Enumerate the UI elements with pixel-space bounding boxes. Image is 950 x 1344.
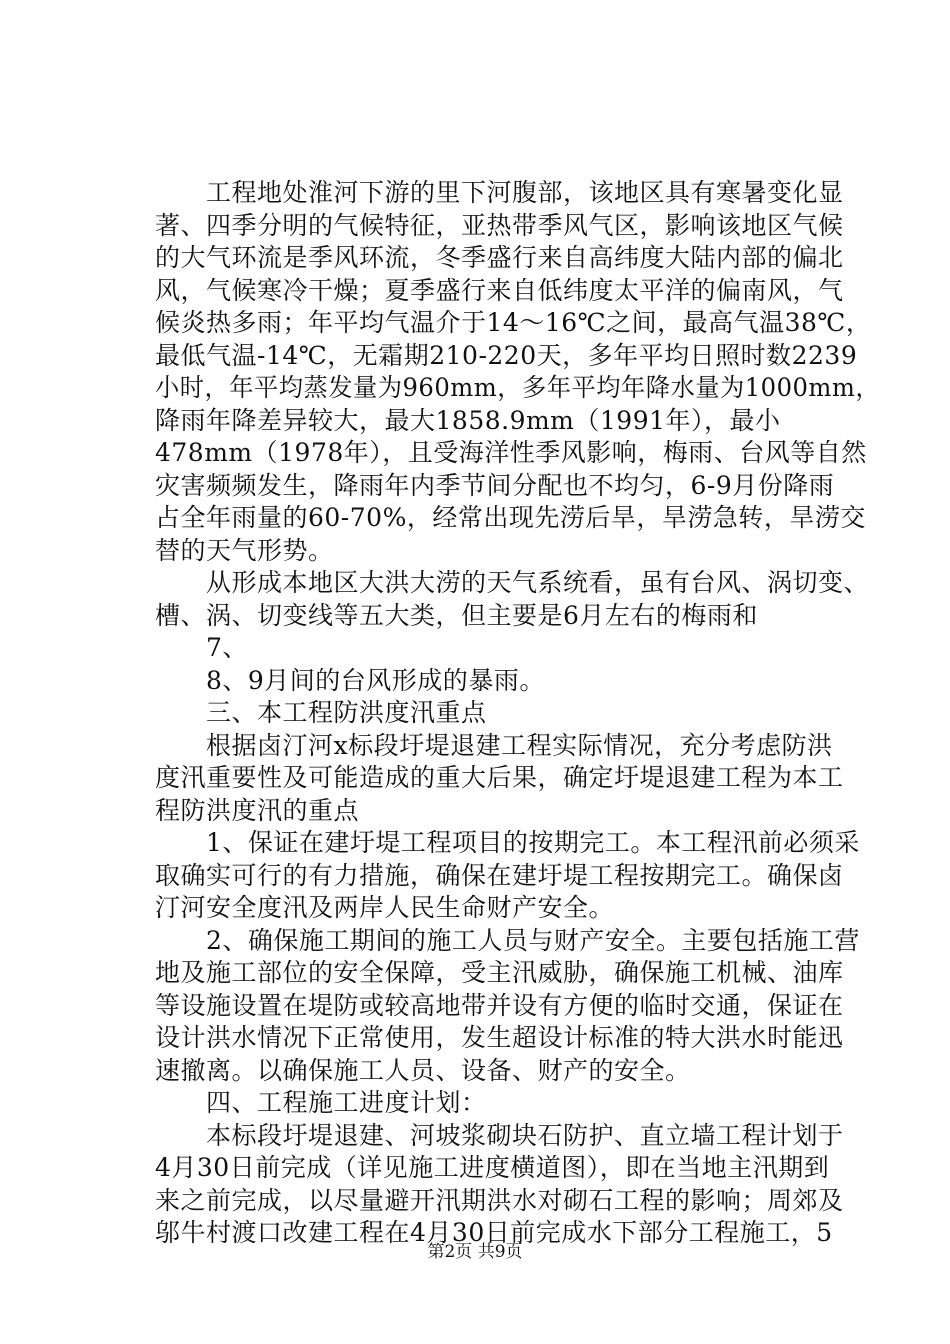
text-line: 等设施设置在堤防或较高地带并设有方便的临时交通，保证在	[155, 990, 844, 1020]
text-line: 灾害频频发生，降雨年内季节间分配也不均匀，6-9月份降雨	[155, 470, 835, 500]
text-line: 本标段圩堤退建、河坡浆砌块石防护、直立墙工程计划于	[155, 1120, 844, 1150]
text-line: 四、工程施工进度计划：	[155, 1088, 487, 1117]
text-line: 根据卤汀河x标段圩堤退建工程实际情况，充分考虑防洪	[155, 730, 833, 760]
text-line: 候炎热多雨；年平均气温介于14～16℃之间，最高气温38℃，	[155, 308, 872, 337]
text-line: 478mm（1978年），且受海洋性季风影响，梅雨、台风等自然	[155, 438, 867, 467]
text-line: 从形成本地区大洪大涝的天气系统看，虽有台风、涡切变、	[155, 568, 870, 597]
text-line: 最低气温-14℃，无霜期210-220天，多年平均日照时数2239	[155, 340, 858, 370]
text-line: 地及施工部位的安全保障，受主汛威胁，确保施工机械、油库	[155, 958, 844, 987]
text-line: 邬牛村渡口改建工程在4月30日前完成水下部分工程施工，5	[155, 1218, 833, 1247]
text-line: 占全年雨量的60-70%，经常出现先涝后旱，旱涝急转，旱涝交	[155, 503, 866, 532]
text-line: 的大气环流是季风环流，冬季盛行来自高纬度大陆内部的偏北	[155, 243, 844, 272]
text-line: 降雨年降差异较大，最大1858.9mm（1991年），最小	[155, 405, 781, 435]
text-line: 汀河安全度汛及两岸人民生命财产安全。	[155, 893, 615, 922]
text-line: 1、保证在建圩堤工程项目的按期完工。本工程汛前必须采	[155, 828, 860, 857]
text-line: 替的天气形势。	[155, 535, 334, 565]
text-line: 度汛重要性及可能造成的重大后果，确定圩堤退建工程为本工	[155, 763, 844, 792]
text-line: 取确实可行的有力措施，确保在建圩堤工程按期完工。确保卤	[155, 860, 844, 890]
text-line: 8、9月间的台风形成的暴雨。	[155, 665, 545, 695]
text-line: 著、四季分明的气候特征，亚热带季风气区，影响该地区气候	[155, 210, 844, 240]
text-line: 程防洪度汛的重点	[155, 795, 360, 825]
text-line: 7、	[155, 633, 248, 662]
text-line: 来之前完成，以尽量避开汛期洪水对砌石工程的影响；周郊及	[155, 1185, 844, 1215]
page-footer: 第2页 共9页	[427, 1242, 523, 1262]
text-line: 设计洪水情况下正常使用，发生超设计标准的特大洪水时能迅	[155, 1023, 844, 1052]
text-line: 三、本工程防洪度汛重点	[155, 698, 487, 727]
text-line: 工程地处淮河下游的里下河腹部，该地区具有寒暑变化显	[155, 178, 844, 207]
text-line: 风，气候寒冷干燥；夏季盛行来自低纬度太平洋的偏南风，气	[155, 275, 844, 305]
text-line: 小时，年平均蒸发量为960mm，多年平均年降水量为1000mm，	[155, 373, 881, 402]
text-line: 4月30日前完成（详见施工进度横道图），即在当地主汛期到	[155, 1153, 830, 1182]
text-line: 速撤离。以确保施工人员、设备、财产的安全。	[155, 1055, 691, 1085]
text-line: 槽、涡、切变线等五大类，但主要是6月左右的梅雨和	[155, 600, 758, 630]
text-line: 2、确保施工期间的施工人员与财产安全。主要包括施工营	[155, 925, 860, 955]
